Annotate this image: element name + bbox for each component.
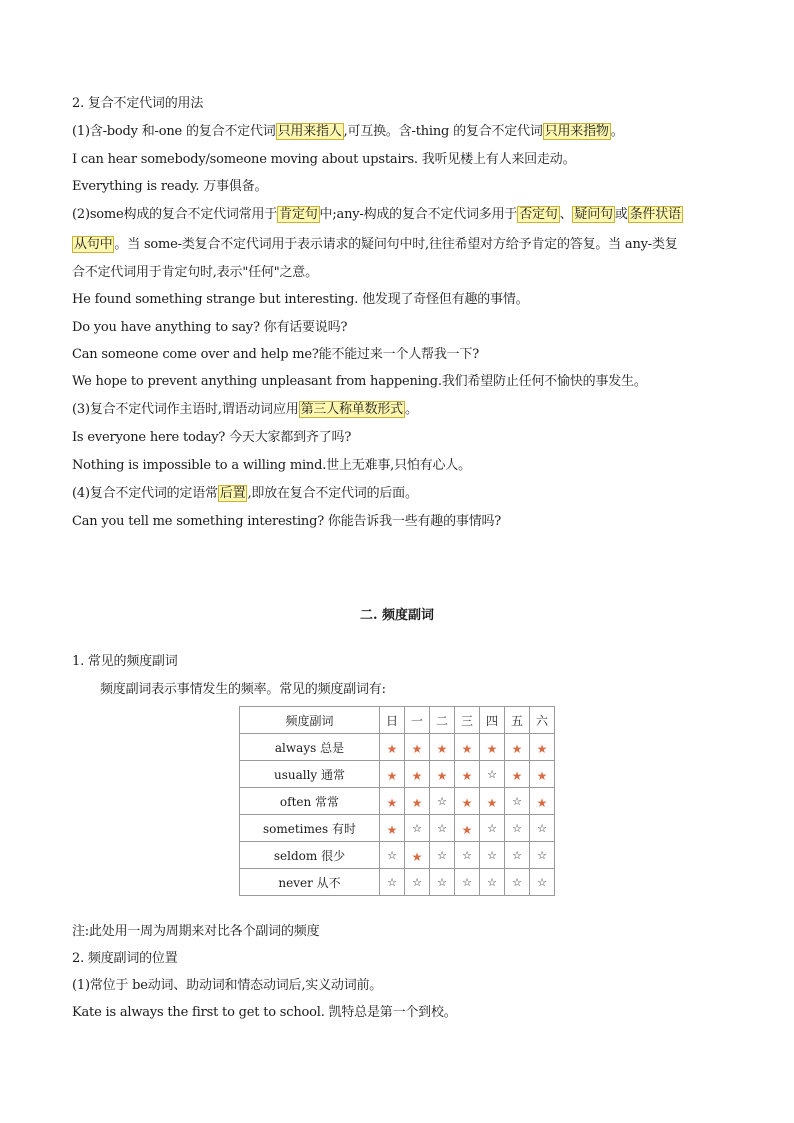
filled-star-icon: ★	[436, 769, 448, 783]
day-cell	[530, 815, 555, 842]
rule-4	[72, 485, 418, 503]
highlight: 否定句	[519, 207, 558, 222]
subsection-heading: 2. 频度副词的位置	[72, 951, 178, 966]
table-row	[240, 869, 555, 896]
filled-star-icon: ★	[411, 796, 423, 810]
day-cell	[455, 734, 480, 761]
filled-star-icon: ★	[536, 742, 548, 756]
frequency-table-body	[240, 707, 555, 896]
day-cell	[380, 788, 405, 815]
day-cell	[430, 734, 455, 761]
day-cell	[380, 842, 405, 869]
header-cell-adverb: 频度副词	[240, 707, 380, 734]
text-span: 。	[404, 402, 418, 417]
filled-star-icon: ★	[461, 742, 473, 756]
example-sentence: Is everyone here today? 今天大家都到齐了吗?	[72, 430, 352, 445]
rule-2-continued: 合不定代词用于肯定句时,表示"任何"之意。	[72, 265, 318, 280]
filled-star-icon: ★	[536, 769, 548, 783]
text-span: (4)复合不定代词的定语常	[72, 486, 218, 501]
empty-star-icon: ☆	[437, 876, 447, 889]
filled-star-icon: ★	[486, 796, 498, 810]
day-cell	[405, 761, 430, 788]
text-span: 。当 some-类复合不定代词用于表示请求的疑问句中时,往往希望对方给予肯定的答复。当 any-类复	[114, 237, 678, 252]
filled-star-icon: ★	[511, 742, 523, 756]
day-cell	[430, 788, 455, 815]
rule-2-continued	[72, 236, 678, 254]
empty-star-icon: ☆	[387, 849, 397, 862]
text-span: (2)some构成的复合不定代词常用于	[72, 207, 278, 222]
filled-star-icon: ★	[486, 742, 498, 756]
text-span: (1)含-body 和-one 的复合不定代词	[72, 124, 276, 139]
adverb-cell: seldom 很少	[240, 842, 380, 869]
day-cell	[455, 788, 480, 815]
filled-star-icon: ★	[536, 796, 548, 810]
empty-star-icon: ☆	[512, 849, 522, 862]
example-sentence: Everything is ready. 万事俱备。	[72, 179, 268, 194]
day-cell	[380, 869, 405, 896]
filled-star-icon: ★	[386, 823, 398, 837]
empty-star-icon: ☆	[487, 822, 497, 835]
example-sentence: Can you tell me something interesting? 你能告诉我一些有趣的事情吗?	[72, 514, 502, 529]
adverb-cell: often 常常	[240, 788, 380, 815]
filled-star-icon: ★	[411, 850, 423, 864]
day-cell	[505, 842, 530, 869]
filled-star-icon: ★	[411, 769, 423, 783]
day-cell	[505, 869, 530, 896]
day-cell	[405, 869, 430, 896]
day-cell	[505, 734, 530, 761]
day-cell	[455, 761, 480, 788]
filled-star-icon: ★	[386, 742, 398, 756]
day-cell	[530, 869, 555, 896]
empty-star-icon: ☆	[537, 822, 547, 835]
day-cell	[405, 842, 430, 869]
highlight: 后置	[219, 486, 246, 501]
example-sentence: Do you have anything to say? 你有话要说吗?	[72, 320, 348, 335]
empty-star-icon: ☆	[537, 876, 547, 889]
rule-text: (1)常位于 be动词、助动词和情态动词后,实义动词前。	[72, 978, 383, 993]
day-cell	[530, 761, 555, 788]
day-cell	[530, 842, 555, 869]
header-cell-day: 一	[405, 707, 430, 734]
table-row	[240, 734, 555, 761]
text-span: 、	[559, 207, 573, 222]
filled-star-icon: ★	[461, 796, 473, 810]
table-row	[240, 788, 555, 815]
filled-star-icon: ★	[386, 796, 398, 810]
empty-star-icon: ☆	[387, 876, 397, 889]
day-cell	[505, 815, 530, 842]
header-cell-day: 二	[430, 707, 455, 734]
subsection-heading: 1. 常见的频度副词	[72, 654, 178, 669]
highlight: 疑问句	[574, 207, 613, 222]
day-cell	[380, 815, 405, 842]
section-title: 二. 频度副词	[359, 608, 435, 623]
day-cell	[455, 869, 480, 896]
empty-star-icon: ☆	[462, 876, 472, 889]
adverb-cell: sometimes 有时	[240, 815, 380, 842]
empty-star-icon: ☆	[437, 795, 447, 808]
day-cell	[455, 842, 480, 869]
example-sentence: He found something strange but interesting. 他发现了奇怪但有趣的事情。	[72, 292, 529, 307]
empty-star-icon: ☆	[487, 768, 497, 781]
text-span: (3)复合不定代词作主语时,谓语动词应用	[72, 402, 299, 417]
day-cell	[505, 788, 530, 815]
header-cell-day: 五	[505, 707, 530, 734]
empty-star-icon: ☆	[512, 795, 522, 808]
day-cell	[430, 815, 455, 842]
day-cell	[480, 788, 505, 815]
header-cell-day: 四	[480, 707, 505, 734]
adverb-cell: never 从不	[240, 869, 380, 896]
empty-star-icon: ☆	[487, 849, 497, 862]
day-cell	[405, 788, 430, 815]
day-cell	[480, 842, 505, 869]
empty-star-icon: ☆	[412, 822, 422, 835]
empty-star-icon: ☆	[487, 876, 497, 889]
day-cell	[430, 869, 455, 896]
empty-star-icon: ☆	[512, 876, 522, 889]
text-span: 。	[610, 124, 624, 139]
rule-2	[72, 206, 683, 224]
day-cell	[380, 761, 405, 788]
day-cell	[430, 842, 455, 869]
rule-1	[72, 123, 624, 141]
empty-star-icon: ☆	[537, 849, 547, 862]
example-sentence: I can hear somebody/someone moving about upstairs. 我听见楼上有人来回走动。	[72, 152, 576, 167]
empty-star-icon: ☆	[437, 849, 447, 862]
empty-star-icon: ☆	[462, 849, 472, 862]
header-cell-day: 六	[530, 707, 555, 734]
example-sentence: Kate is always the first to get to school. 凯特总是第一个到校。	[72, 1005, 457, 1020]
empty-star-icon: ☆	[512, 822, 522, 835]
empty-star-icon: ☆	[437, 822, 447, 835]
day-cell	[480, 761, 505, 788]
table-header-row	[240, 707, 555, 734]
day-cell	[530, 734, 555, 761]
day-cell	[405, 734, 430, 761]
highlight: 从句中	[74, 237, 113, 252]
highlight: 只用来指人	[277, 124, 342, 139]
section-heading: 2. 复合不定代词的用法	[72, 96, 204, 111]
day-cell	[480, 734, 505, 761]
day-cell	[405, 815, 430, 842]
filled-star-icon: ★	[461, 769, 473, 783]
adverb-cell: usually 通常	[240, 761, 380, 788]
text-span: 或	[614, 207, 628, 222]
rule-3	[72, 401, 418, 419]
day-cell	[505, 761, 530, 788]
highlight: 肯定句	[279, 207, 318, 222]
empty-star-icon: ☆	[412, 876, 422, 889]
table-row	[240, 842, 555, 869]
text-span: 中;any-构成的复合不定代词多用于	[319, 207, 518, 222]
filled-star-icon: ★	[411, 742, 423, 756]
highlight: 只用来指物	[544, 124, 609, 139]
header-cell-day: 日	[380, 707, 405, 734]
example-sentence: We hope to prevent anything unpleasant from happening.我们希望防止任何不愉快的事发生。	[72, 374, 647, 389]
highlight: 第三人称单数形式	[300, 402, 403, 417]
day-cell	[455, 815, 480, 842]
header-cell-day: 三	[455, 707, 480, 734]
intro-text: 频度副词表示事情发生的频率。常见的频度副词有:	[100, 682, 386, 697]
table-note: 注:此处用一周为周期来对比各个副词的频度	[72, 924, 320, 939]
day-cell	[480, 815, 505, 842]
filled-star-icon: ★	[436, 742, 448, 756]
day-cell	[480, 869, 505, 896]
example-sentence: Nothing is impossible to a willing mind.世上无难事,只怕有心人。	[72, 458, 471, 473]
table-row	[240, 815, 555, 842]
frequency-table	[239, 706, 555, 896]
highlight: 条件状语	[629, 207, 681, 222]
table-row	[240, 761, 555, 788]
filled-star-icon: ★	[461, 823, 473, 837]
filled-star-icon: ★	[511, 769, 523, 783]
example-sentence: Can someone come over and help me?能不能过来一个人帮我一下?	[72, 347, 480, 362]
day-cell	[530, 788, 555, 815]
adverb-cell: always 总是	[240, 734, 380, 761]
day-cell	[380, 734, 405, 761]
text-span: ,即放在复合不定代词的后面。	[247, 486, 418, 501]
text-span: ,可互换。含-thing 的复合不定代词	[343, 124, 543, 139]
day-cell	[430, 761, 455, 788]
filled-star-icon: ★	[386, 769, 398, 783]
